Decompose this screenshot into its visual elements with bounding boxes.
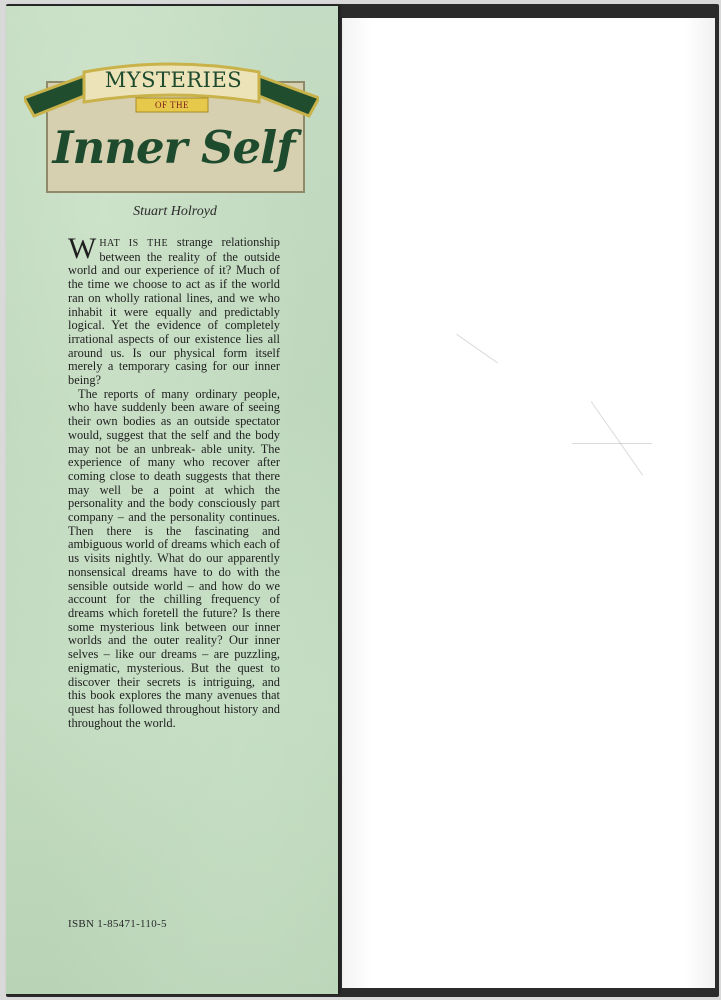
endpaper-mark	[456, 334, 498, 363]
series-connector: OF THE	[154, 100, 190, 110]
blurb-paragraph-2: The reports of many ordinary people, who have suddenly been aware of seeing their own bodies as an outside spectator would, suggest that the self and the body may not be an unbreak- able unity. The experience of many who recover after coming close to death suggests that there may well be a point at which the personality and the body consciously part company – and the personality continues. Then there is the fascinating and ambiguous world of dreams which each of us visits nightly. What do our apparently nonsensical dreams have to do with the sensible outside world – and how do we account for the chilling frequency of dreams which foretell the future? Is there some mysterious link between our inner worlds and the outer reality? Our inner selves – like our dreams – are puzzling, enigmatic, mysterious. But the quest to discover their secrets is intriguing, and this book explores the many avenues that quest has followed throughout history and throughout the world.	[68, 386, 280, 730]
blurb-paragraph-1-text: strange relationship between the reality of the outside world and our experience of it? Much of the time we choose to act as if the world ran on wholly rational lines, and we who inhabit it were equally and predictably logical. Yet the evidence of completely irrational aspects of our existence lies all around us. Is our physical form itself merely a temporary casing for our inner being?	[68, 235, 280, 388]
endpaper-mark	[572, 443, 652, 444]
series-title: MYSTERIES	[104, 68, 243, 92]
isbn-number: ISBN 1-85471-110-5	[68, 918, 167, 930]
drop-cap: W	[68, 232, 97, 265]
lead-caps: HAT IS THE	[99, 238, 169, 249]
endpaper-mark	[591, 401, 643, 475]
book-title: Inner Self	[52, 121, 295, 174]
endpaper	[342, 18, 715, 988]
dust-jacket-flap	[6, 6, 338, 994]
author-name: Stuart Holroyd	[133, 204, 217, 219]
blurb-text	[68, 232, 280, 730]
blurb-paragraph-1	[68, 232, 280, 388]
